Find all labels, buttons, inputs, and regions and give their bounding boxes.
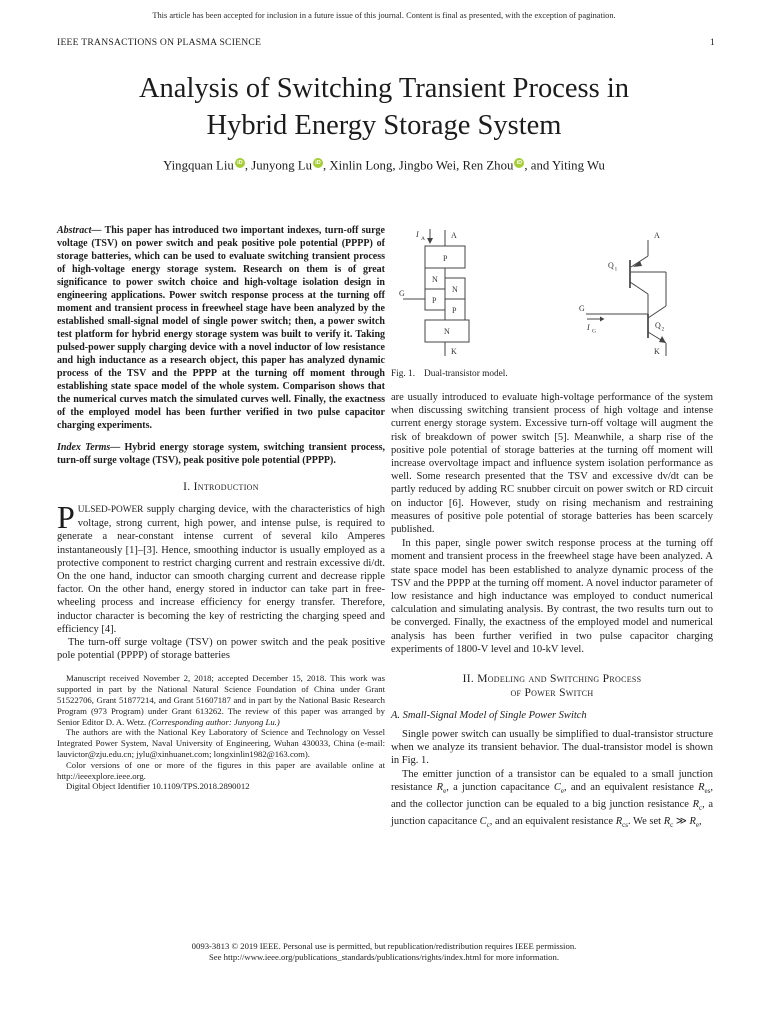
first-page-footnote [57, 673, 385, 792]
copyright-line-1: 0093-3813 © 2019 IEEE. Personal use is permitted, but republication/redistribution requires IEEE permission. [191, 941, 577, 951]
index-terms-text: Hybrid energy storage system, switching transient process, turn-off surge voltage (TSV), peak positive pole potential (PPPP). [57, 442, 385, 466]
author-separator: , [456, 158, 463, 173]
footnote-color-versions: Color versions of one or more of the figures in this paper are available online at http://ieeexplore.ieee.org. [57, 759, 385, 781]
variable-subscript: e [695, 821, 699, 830]
orcid-icon[interactable] [313, 158, 323, 168]
abstract-label: Abstract— [57, 225, 105, 236]
section-2-heading [391, 672, 713, 700]
section-1-heading: I. Introduction [183, 481, 259, 493]
paper-summary-paragraph: In this paper, single power switch response process at the turning off moment and transient process in the freewheel stage have been analyzed. A state space model has been established to analyze dynamic process of the TSV and the PPPP at the turning off moment. A novel inductor parameter of low resistance and high inductance was employed to conduct numerical calculation and simulating analysis. By contrast, the two results turn out to be converged. Finally, the exactness of the employed model and numerical analysis has been further verified in two pulse capacitor charging experiments of 1800-V level and 10-kV level. [391, 538, 713, 655]
p-region-top: P [442, 254, 447, 263]
gate-current-label: I [586, 323, 590, 332]
text-segment: . We set [627, 816, 664, 828]
caption-label: Fig. 1. [391, 369, 416, 379]
gate-current-sub: G [591, 328, 596, 335]
q2-label: Q [654, 321, 661, 330]
text-segment: , and the collector junction can be equaled to a big junction resistance [391, 781, 713, 811]
section-2-heading-line-2: of Power Switch [510, 687, 594, 700]
author-separator: , and [524, 158, 552, 173]
index-terms-label: Index Terms— [57, 442, 125, 453]
author-name: Jingbo Wei [398, 158, 457, 173]
orcid-icon[interactable] [235, 158, 245, 168]
title-line-2: Hybrid Energy Storage System [206, 110, 562, 141]
p-region-left: P [431, 296, 436, 305]
drop-cap: P [57, 499, 75, 535]
index-terms [57, 441, 385, 467]
variable-subscript: c [670, 821, 674, 830]
intro-paragraph-1 [57, 499, 385, 636]
paragraph-text: supply charging device, with the characteristics of high voltage, strong current, high power, and intense pulse, is required to generate a near-constant intense current of several kilo Amperes instantaneously [1]–[3]. Hence, smoothing inductor is usually employed as a protective component to restrict charging current and restrain excessive di/dt. On the one hand, inductor can smooth charging current and decrease ripple factor. On the other hand, energy stored in inductor can take part in free-wheeling process and increase efficiency for energy transfer. Therefore, inductor character is becoming the key of restricting the charging speed and efficiency [4]. [57, 504, 385, 635]
n-region-bottom: N [443, 327, 450, 336]
variable-subscript: c [699, 804, 703, 813]
current-arrow-icon [427, 238, 433, 244]
subsection-paragraph-1: Single power switch can usually be simplified to dual-transistor structure when we analyze its transient behavior. The dual-transistor model is shown in Fig. 1. [391, 729, 713, 767]
intro-paragraph-2: The turn-off surge voltage (TSV) on power switch and the peak positive pole potential (PPPP) of storage batteries [57, 637, 385, 662]
author-name: Yiting Wu [551, 158, 605, 173]
section-2-heading-line-1: II. Modeling and Switching Process [462, 673, 642, 686]
footnote-doi: Digital Object Identifier 10.1109/TPS.2018.2890012 [66, 781, 250, 792]
anode-current-label: I [415, 230, 419, 239]
text-segment: , a junction capacitance [391, 799, 713, 828]
variable: C [479, 816, 487, 828]
author-separator: , [392, 158, 399, 173]
subsection-paragraph-2 [391, 768, 713, 833]
orcid-id-label: iD [516, 160, 523, 166]
continued-paragraph: are usually introduced to evaluate high-voltage performance of the system when discussing switching transient process of high voltage and intense current energy storage system. Excessive turn-off voltage will augment the risk of breakdown of power switch [5]. Meanwhile, a sharp rise of the positive pole potential of storage batteries at the turning off moment will increase overvoltage impact and influence system isolation performance as well. Some research presented that the TSV and excessive dv/dt can be partly reduced by adding RC snubber circuit on power switch or RD circuit on inductor [6]. However, study on rising mechanism and restraining measures of positive pole potential of storage batteries has been scarcely published. [391, 392, 713, 536]
footnote-text: Manuscript received November 2, 2018; accepted December 15, 2018. This work was supported in part by the National Natural Science Foundation of China under Grant 51522706, Grant 51877214, and Grant 51607187 and in part by the National Basic Research Program (973 Program) under Grant 613262. The review of this paper was arranged by Senior Editor D. A. Wetz. [57, 673, 385, 727]
anode-label: A [450, 231, 457, 240]
text-segment: The emitter junction of a transistor can be equaled to a small junction resistance [391, 768, 713, 793]
lead-in-caps: ULSED-POWER [77, 505, 144, 515]
cathode-label: K [450, 347, 457, 356]
footnote-manuscript [57, 673, 385, 727]
n-region-right: N [451, 285, 458, 294]
journal-name: IEEE TRANSACTIONS ON PLASMA SCIENCE [57, 37, 262, 48]
left-column [57, 224, 385, 792]
anode-label: A [653, 231, 660, 240]
gate-current-arrow-icon [600, 317, 605, 322]
subsection-a-heading: A. Small-Signal Model of Single Power Switch [391, 710, 587, 722]
thyristor-structure-diagram [397, 226, 532, 358]
variable-subscript: cs [622, 821, 628, 830]
variable: R [663, 816, 671, 828]
variable-subscript: es [704, 786, 711, 795]
variable: R [698, 781, 705, 793]
variable-subscript: c [486, 821, 490, 830]
abstract [57, 224, 385, 432]
variable: R [615, 816, 623, 828]
acceptance-notice: This article has been accepted for inclusion in a future issue of this journal. Content is final as presented, with the exception of pagination. [152, 11, 616, 20]
abstract-text: This paper has introduced two important indexes, turn-off surge voltage (TSV) on power switch and peak positive pole potential (PPPP) of storage batteries, which can be used to evaluate switching transient process of high-voltage energy storage system. Research on them is of great significance to power switch choice and high-voltage isolation design in engineering applications. Power switch response process at the turning off moment and transient process in freewheel stage have been analyzed by the established small-signal model of single power switch; then, a power switch test platform for hybrid energy storage system was built to verify it. Taking pulsed-power supply charging device with a novel inductor of low resistance and high inductance as a research object, this paper has analyzed dynamic process of the TSV and the PPPP at the turning off moment through establishing state space model of the whole system. Comparison shows that the numerical curves match the simulated curves well. Finally, the exactness of the employed model has been further verified in two pulse capacitor charging experiments. [57, 225, 385, 431]
variable-subscript: e [560, 786, 564, 795]
q1-label: Q [607, 261, 614, 270]
variable: R [436, 781, 444, 793]
caption-text: Dual-transistor model. [424, 369, 508, 379]
copyright-line-2: See http://www.ieee.org/publications_standards/publications/rights/index.html for more information. [208, 952, 560, 962]
orcid-id-label: iD [315, 160, 321, 166]
variable: R [689, 816, 696, 828]
author-name: Yingquan Liu [163, 158, 234, 173]
gate-label: G [398, 289, 405, 298]
gate-label: G [578, 304, 585, 313]
variable: C [553, 781, 561, 793]
text-segment: ≫ [673, 816, 690, 828]
q1-sub: 1 [614, 266, 617, 273]
title-line-1: Analysis of Switching Transient Process in [138, 73, 630, 104]
p-region-right: P [451, 306, 456, 315]
figure-1-caption [391, 369, 713, 379]
anode-current-sub: A [420, 236, 425, 242]
figure-1 [391, 226, 713, 379]
footnote-affiliation: The authors are with the National Key Laboratory of Science and Technology on Vessel Integrated Power System, Naval University of Engineering, Wuhan 430033, China (e-mail: lauvictor@zju.edu.cn; jylu@xinhuanet.com; longxinlin1982@163.com). [57, 727, 385, 760]
text-segment: , and an equivalent resistance [489, 816, 616, 828]
text-segment: , and an equivalent resistance [564, 781, 699, 793]
author-name: Xinlin Long [329, 158, 393, 173]
author-separator: , [244, 158, 252, 173]
author-name: Ren Zhou [462, 158, 514, 173]
n-region-left: N [431, 275, 438, 284]
cathode-label: K [653, 347, 660, 356]
right-column [391, 224, 713, 833]
copyright-footer [0, 941, 768, 963]
author-name: Junyong Lu [251, 158, 313, 173]
paper-title [0, 70, 768, 144]
variable-subscript: e [443, 786, 447, 795]
text-segment: , [699, 816, 702, 828]
two-transistor-circuit-diagram [558, 226, 708, 358]
author-line [0, 158, 768, 173]
author-separator: , [323, 158, 330, 173]
running-head [57, 37, 715, 48]
q2-sub: 2 [661, 326, 664, 333]
orcid-id-label: iD [237, 160, 243, 166]
corresponding-author-note: (Corresponding author: Junyong Lu.) [148, 716, 280, 727]
page-number: 1 [709, 37, 715, 48]
pnp-emitter-arrow-icon [633, 261, 642, 267]
text-segment: , a junction capacitance [446, 781, 554, 793]
variable: R [692, 799, 699, 811]
orcid-icon[interactable] [514, 158, 524, 168]
